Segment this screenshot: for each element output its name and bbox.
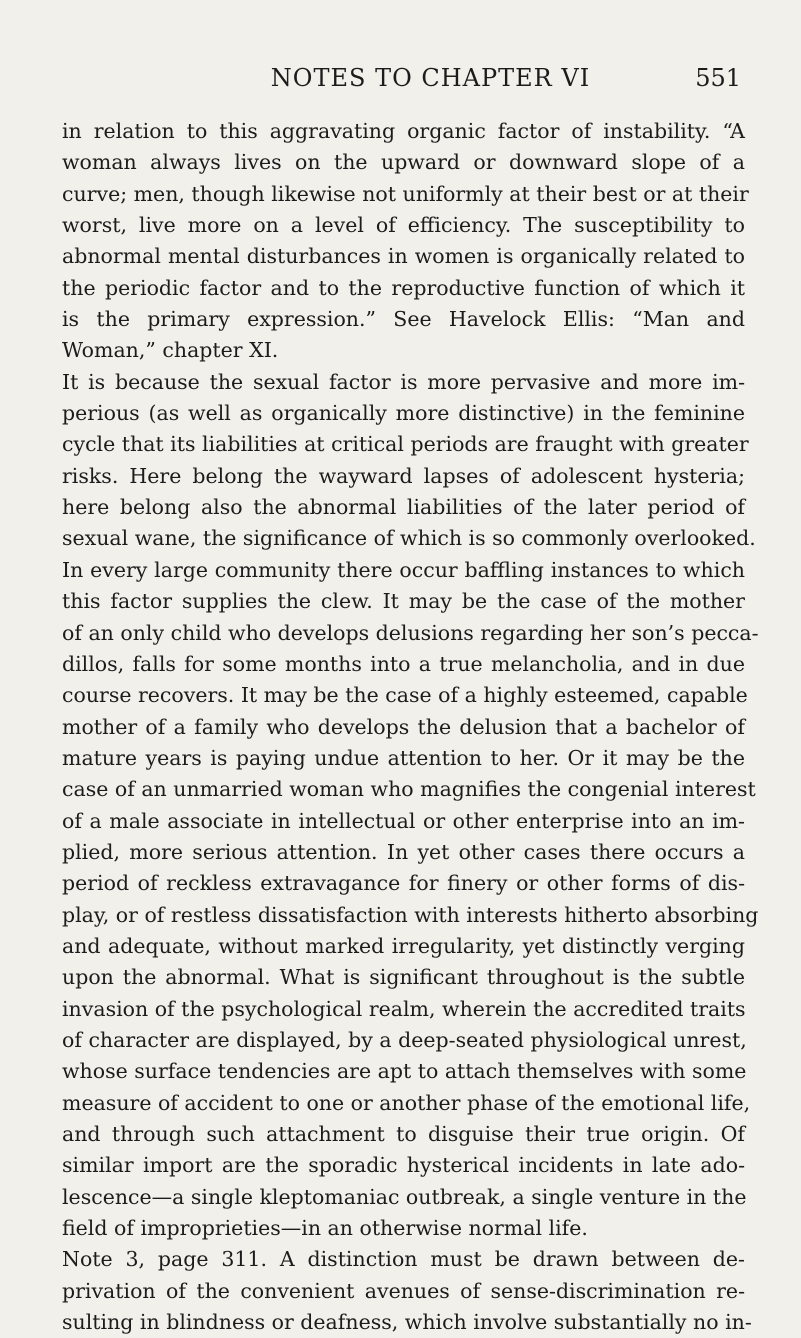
text-line: mother of a family who develops the delusion that a bachelor of [62, 714, 745, 739]
text-line: is the primary expression.” See Havelock Ellis: “Man and [62, 307, 745, 332]
text-line: lescence—a single kleptomaniac outbreak, a single venture in the [62, 1184, 747, 1209]
text-line: In every large community there occur baffling instances to which [62, 557, 745, 582]
text-line: It is because the sexual factor is more pervasive and more im- [62, 369, 745, 394]
text-line: invasion of the psychological realm, wherein the accredited traits [62, 996, 746, 1021]
text-line: plied, more serious attention. In yet other cases there occurs a [62, 839, 745, 864]
text-line: and adequate, without marked irregularity, yet distinctly verging [62, 933, 745, 958]
text-line: here belong also the abnormal liabilities of the later period of [62, 495, 745, 520]
text-line: of character are displayed, by a deep-seated physiological unrest, [62, 1027, 747, 1052]
text-line: dillos, falls for some months into a true melancholia, and in due [62, 651, 745, 676]
text-line: this factor supplies the clew. It may be the case of the mother [62, 589, 745, 614]
text-line: perious (as well as organically more distinctive) in the feminine [62, 401, 745, 426]
text-line: play, or of restless dissatisfaction with interests hitherto absorbing [62, 902, 759, 927]
running-head [120, 58, 741, 98]
text-line: and through such attachment to disguise their true origin. Of [62, 1122, 745, 1146]
text-line: sulting in blindness or deafness, which involve substantially no in- [62, 1310, 752, 1335]
text-line: privation of the convenient avenues of sense-discrimination re- [62, 1278, 745, 1303]
text-line: risks. Here belong the wayward lapses of adolescent hysteria; [62, 463, 745, 488]
text-line: sexual wane, the significance of which is so commonly overlooked. [62, 526, 756, 551]
text-line: course recovers. It may be the case of a highly esteemed, capable [62, 683, 748, 708]
text-line: similar import are the sporadic hysterical incidents in late ado- [62, 1153, 745, 1178]
text-line: whose surface tendencies are apt to attach themselves with some [62, 1059, 747, 1084]
page-number: 551 [695, 64, 741, 92]
running-title: NOTES TO CHAPTER VI [270, 64, 591, 92]
text-line: cycle that its liabilities at critical periods are fraught with greater [62, 432, 749, 457]
text-line: worst, live more on a level of efficiency. The susceptibility to [62, 213, 745, 238]
text-line: upon the abnormal. What is significant throughout is the subtle [62, 965, 745, 990]
text-line: in relation to this aggravating organic factor of instability. “A [62, 119, 745, 143]
text-line: Woman,” chapter XI. [62, 338, 279, 363]
text-line: period of reckless extravagance for finery or other forms of dis- [62, 871, 745, 896]
text-line: curve; men, though likewise not uniformly at their best or at their [62, 181, 749, 206]
body-text [62, 116, 759, 1338]
text-line: field of improprieties—in an otherwise normal life. [62, 1216, 588, 1241]
text-line: case of an unmarried woman who magnifies the congenial interest [62, 777, 756, 802]
text-line: mature years is paying undue attention to her. Or it may be the [62, 745, 745, 770]
text-line: woman always lives on the upward or downward slope of a [62, 150, 745, 175]
text-line: of a male associate in intellectual or other enterprise into an im- [62, 808, 745, 833]
text-line: abnormal mental disturbances in women is organically related to [62, 244, 745, 269]
text-line: the periodic factor and to the reproductive function of which it [62, 275, 745, 300]
text-line: of an only child who develops delusions regarding her son’s pecca- [62, 620, 759, 645]
text-line: measure of accident to one or another phase of the emotional life, [62, 1090, 751, 1115]
text-line: Note 3, page 311. A distinction must be drawn between de- [62, 1247, 745, 1272]
